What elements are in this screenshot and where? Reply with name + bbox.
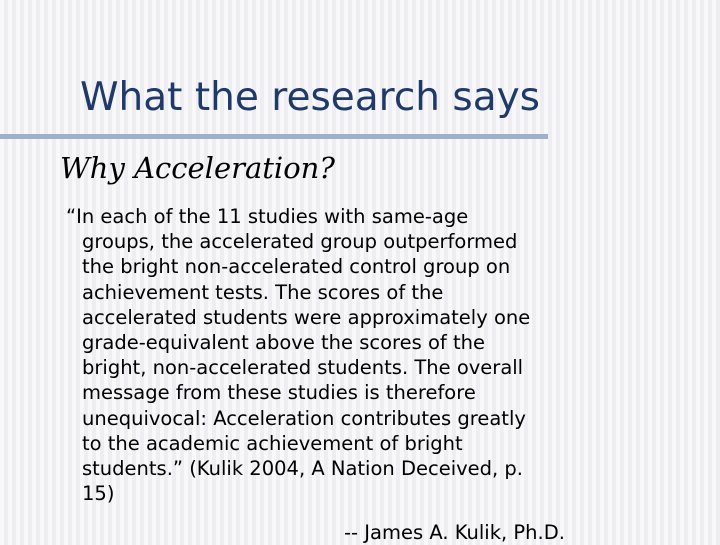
quote-block bbox=[66, 204, 646, 506]
quote-line: achievement tests. The scores of the bbox=[82, 280, 444, 304]
quote-line: students.” (Kulik 2004, A Nation Deceived, p. bbox=[82, 457, 523, 481]
quote-line: to the academic achievement of bright bbox=[82, 431, 463, 455]
quote-line: 15) bbox=[82, 482, 115, 506]
quote-line: accelerated students were approximately one bbox=[82, 305, 531, 329]
title-underline-rule bbox=[0, 134, 548, 139]
slide-subtitle: Why Acceleration? bbox=[60, 151, 335, 185]
quote-line: grade-equivalent above the scores of the bbox=[82, 331, 485, 355]
quote-line: bright, non-accelerated students. The overall bbox=[82, 356, 524, 380]
quote-line: groups, the accelerated group outperformed bbox=[82, 230, 518, 254]
slide-title: What the research says bbox=[80, 75, 541, 120]
quote-line: message from these studies is therefore bbox=[82, 381, 476, 405]
quote-line: unequivocal: Acceleration contributes greatly bbox=[82, 406, 526, 430]
quote-line: the bright non-accelerated control group on bbox=[82, 255, 511, 279]
quote-line: “In each of the 11 studies with same-age bbox=[66, 205, 469, 228]
quote-attribution: -- James A. Kulik, Ph.D. bbox=[344, 521, 565, 544]
